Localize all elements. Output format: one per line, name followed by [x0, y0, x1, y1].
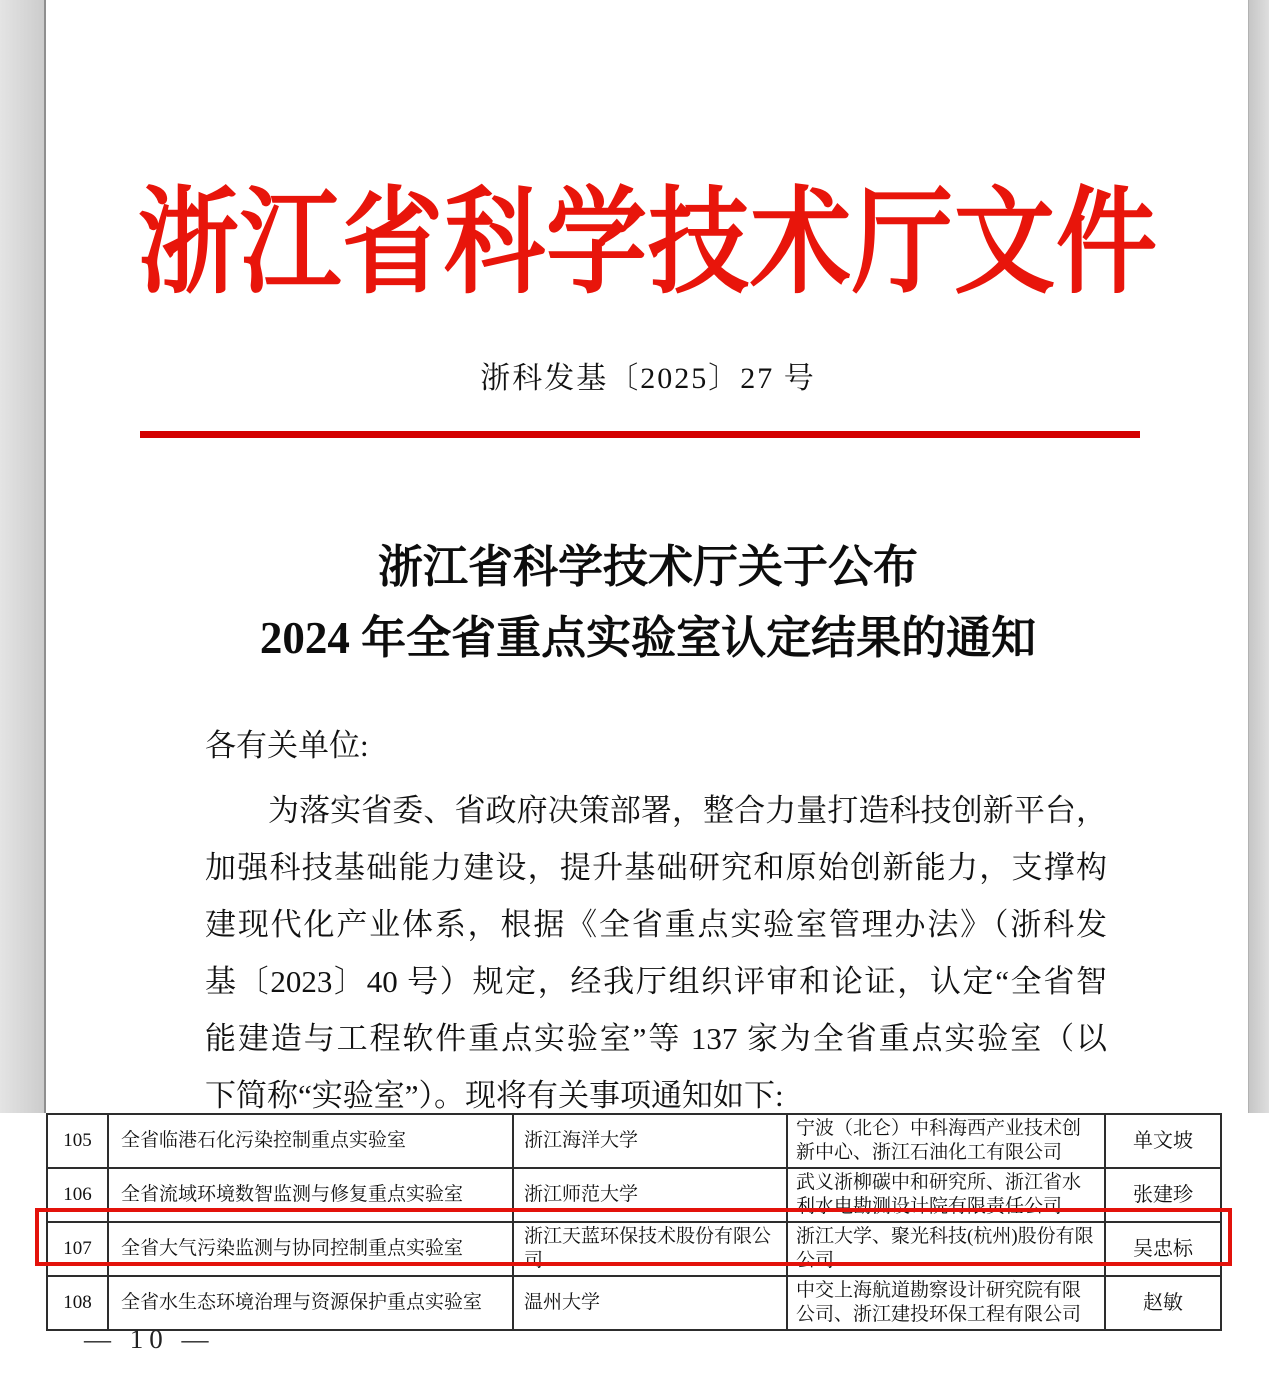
- cell-row-number: 108: [47, 1276, 108, 1330]
- body-line: 为落实省委、省政府决策部署，整合力量打造科技创新平台，: [268, 793, 1107, 828]
- cell-host-unit: 浙江师范大学: [513, 1168, 787, 1222]
- body-line: 能建造与工程软件重点实验室”等 137 家为全省重点实验室（以: [205, 1021, 1107, 1056]
- page-number: — 10 —: [84, 1324, 215, 1354]
- cell-director: 赵敏: [1105, 1276, 1221, 1330]
- cell-lab-name: 全省临港石化污染控制重点实验室: [108, 1114, 513, 1168]
- letterhead-title: 浙江省科学技术厅文件: [137, 179, 1158, 308]
- notice-title-line2: 2024 年全省重点实验室认定结果的通知: [259, 613, 1037, 663]
- cell-partner-units: 浙江大学、聚光科技(杭州)股份有限公司: [787, 1222, 1105, 1276]
- cell-host-unit: 浙江海洋大学: [513, 1114, 787, 1168]
- cell-host-unit: 浙江天蓝环保技术股份有限公司: [513, 1222, 787, 1276]
- cell-partner-units: 武义浙柳碳中和研究所、浙江省水利水电勘测设计院有限责任公司: [787, 1168, 1105, 1222]
- body-paragraph: [205, 782, 1107, 1124]
- cell-partner-units: 中交上海航道勘察设计研究院有限公司、浙江建投环保工程有限公司: [787, 1276, 1105, 1330]
- viewer-gray-margin-right: [1248, 0, 1269, 1113]
- laboratory-table: [46, 1113, 1222, 1331]
- document-number: 浙科发基〔2025〕27 号: [480, 362, 816, 395]
- viewer-gray-margin-left: [0, 0, 46, 1113]
- table-row: [47, 1276, 1221, 1330]
- cell-host-unit: 温州大学: [513, 1276, 787, 1330]
- salutation: 各有关单位:: [205, 728, 369, 763]
- cell-partner-units: 宁波（北仑）中科海西产业技术创新中心、浙江石油化工有限公司: [787, 1114, 1105, 1168]
- body-line: 下简称“实验室”）。现将有关事项通知如下:: [205, 1078, 784, 1113]
- cell-director: 单文坡: [1105, 1114, 1221, 1168]
- table-row: [47, 1168, 1221, 1222]
- cell-lab-name: 全省大气污染监测与协同控制重点实验室: [108, 1222, 513, 1276]
- cell-lab-name: 全省水生态环境治理与资源保护重点实验室: [108, 1276, 513, 1330]
- body-line: 加强科技基础能力建设，提升基础研究和原始创新能力，支撑构: [205, 850, 1107, 885]
- body-line: 基〔2023〕40 号）规定，经我厅组织评审和论证，认定“全省智: [205, 964, 1107, 999]
- table-row: [47, 1114, 1221, 1168]
- body-line: 建现代化产业体系，根据《全省重点实验室管理办法》（浙科发: [205, 907, 1107, 942]
- cell-row-number: 105: [47, 1114, 108, 1168]
- table-row-highlighted: [47, 1222, 1221, 1276]
- cell-lab-name: 全省流域环境数智监测与修复重点实验室: [108, 1168, 513, 1222]
- notice-title-line1: 浙江省科学技术厅关于公布: [377, 542, 918, 592]
- red-separator-rule: [140, 431, 1140, 438]
- cell-row-number: 107: [47, 1222, 108, 1276]
- cell-row-number: 106: [47, 1168, 108, 1222]
- cell-director: 张建珍: [1105, 1168, 1221, 1222]
- cell-director: 吴忠标: [1105, 1222, 1221, 1276]
